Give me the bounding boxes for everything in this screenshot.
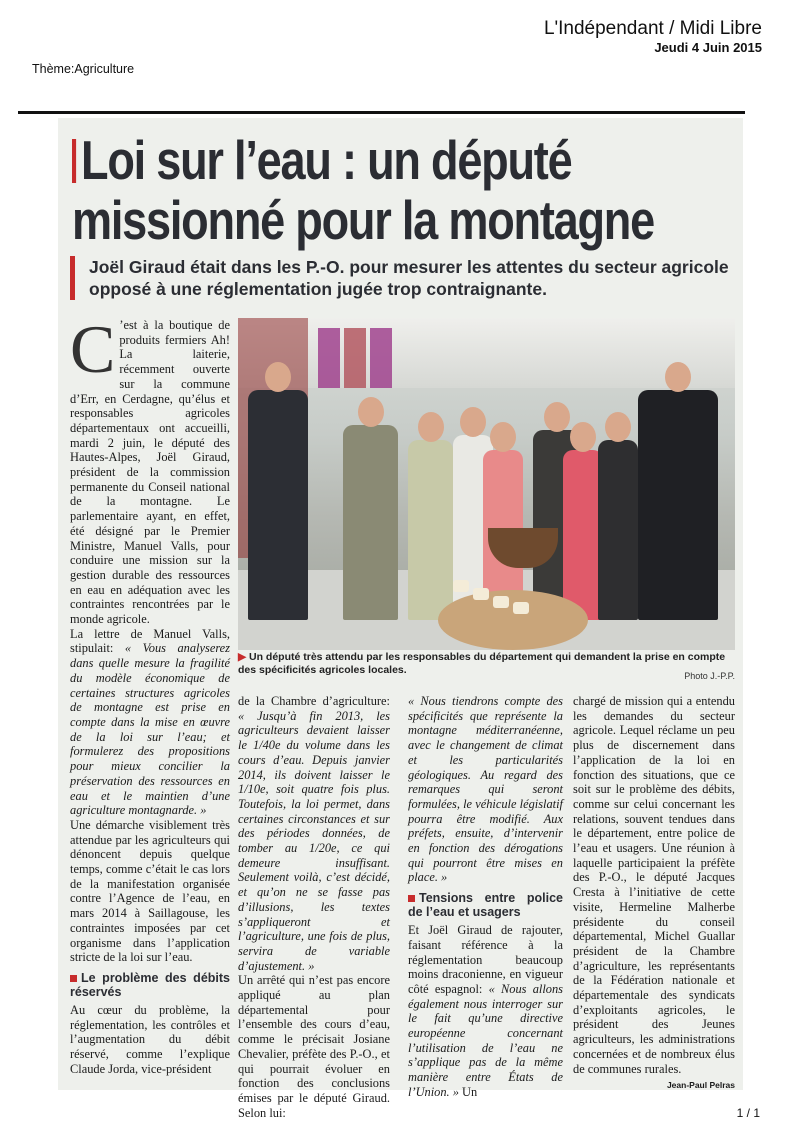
paragraph-6: Un arrêté qui n’est pas encore appliqué au plan départemental pour l’ensemble des cours d’eau, comme le précisait Josiane Chevalier, préfète des P.-O., et qui pourrait évoluer en fonction des conclusions émises par le député Giraud. Selon lui:: [238, 973, 390, 1120]
theme-label: Thème:Agriculture: [32, 62, 135, 76]
photo-table: [438, 590, 588, 650]
paragraph-2-intro: La lettre de Manuel Valls, stipulait:: [70, 626, 230, 656]
article-column-1: [70, 311, 230, 1076]
photo-cheese: [513, 602, 529, 614]
headline-line-1: Loi sur l’eau : un député: [81, 129, 572, 191]
photo-cheese: [493, 596, 509, 608]
photo-person: [563, 450, 603, 620]
paragraph-8-intro: Et Joël Giraud de rajouter, faisant référence à la réglementation beaucoup moins draconienne, en vigueur côté espagnol:: [408, 923, 563, 996]
publication-name: L'Indépendant / Midi Libre: [543, 18, 762, 39]
intertitle-1: Le problème des débits réservés: [70, 970, 230, 999]
paragraph-9: chargé de mission qui a entendu les demandes du secteur agricole. Lequel réclame un peu plus de discernement dans l’application de la loi en fonction des situations, que ce soit sur le problème des débits, comme sur celui concernant les relations, souvent tendues dans le département, entre police de l’eau et usagers. Une réunion à laquelle participaient la préfète des P.-O., le député Jacques Cresta à l’initiative de cette visite, Hermeline Malherbe présidente du conseil départemental, Michel Guallar président de la Chambre d’agriculture, les représentants de la Fédération nationale et départementale des syndicats d’exploitants agricoles, le président des Jeunes agriculteurs, les administrations concernées et de nombreux élus de communes rurales.: [573, 694, 735, 1076]
paragraph-1: ’est à la boutique de produits fermiers Ah! La laiterie, récemment ouverte sur la commune d’Err, en Cerdagne, qu’élus et responsables agricoles départementaux ont accueilli, mardi 2 juin, le député des Hautes-Alpes, Joël Giraud, président de la commission permanente du Conseil national de la montagne. Le parlementaire ayant, en effet, été désigné par le Premier Ministre, Manuel Valls, pour conduire une mission sur la gestion durable des ressources en eau en adéquation avec les contraintes rencontrées par le monde agricole.: [70, 318, 230, 627]
header-rule: [18, 111, 745, 114]
byline: Jean-Paul Pelras: [666, 1080, 735, 1091]
page-number: 1 / 1: [736, 1106, 760, 1120]
paragraph-8-quote: « Nous allons également nous interroger sur le fait qu’une directive européenne concernant l’utilisation de l’eau ne s’applique pas de la même manière entre États de l’Union. »: [408, 981, 563, 1099]
photo-person: [638, 390, 718, 620]
photo-poster: [344, 328, 366, 388]
headline-accent-bar: [72, 139, 76, 183]
paragraph-7-quote: « Nous tiendrons compte des spécificités que représente la montagne méditerranéenne, avec le changement de climat et les particularités géologiques. Au regard des remarques qui seront formulées, le véhicule législatif pourra être modifié. Aux préfets, ensuite, d’intervenir en fonction des dérogations qui pourront être mises en place. »: [408, 694, 563, 885]
paragraph-2-quote: « Vous analyserez dans quelle mesure la fragilité du modèle économique de certaines structures agricoles de montagne est prise en compte dans la mise en œuvre de la loi sur l’eau; et formulerez des propositions pour mieux concilier la préservation des ressources en eau et le maintien d’une agriculture montagnarde. »: [70, 641, 230, 818]
photo-person: [248, 390, 308, 620]
photo-ceiling: [238, 318, 735, 388]
photo-cheese: [453, 580, 469, 592]
paragraph-5-intro: de la Chambre d’agriculture:: [238, 694, 390, 708]
caption-text: Un député très attendu par les responsables du département qui demandent la prise en compte des spécificités agricoles locales.: [238, 651, 726, 676]
article-column-2: [238, 694, 390, 1120]
newspaper-clipping: [58, 118, 743, 1120]
dropcap: C: [70, 311, 116, 387]
headline-line-2: missionné pour la montagne: [72, 189, 654, 251]
article-photo: [238, 318, 735, 650]
paragraph-5-quote: « Jusqu’à fin 2013, les agriculteurs devaient laisser le 1/40e du volume dans les cours d’eau. Depuis janvier 2014, ils doivent laisser le 1/10e, soit quatre fois plus. Toutefois, la loi permet, dans certaines circonstances et sur des périodes données, de tomber au 1/20e, ce qui demeure insuffisant. Seulement voilà, c’est décidé, et qu’on ne se fasse pas d’illusions, les textes s’appliqueront et l’agriculture, une fois de plus, servira de variable d’ajustement. »: [238, 708, 390, 973]
photo-poster: [370, 328, 392, 388]
publication-date: Jeudi 4 Juin 2015: [654, 40, 762, 55]
article-column-3: [408, 694, 563, 1100]
photo-person: [598, 440, 638, 620]
photo-credit: Photo J.-P.P.: [684, 671, 735, 681]
article-column-4: [573, 694, 735, 1093]
photo-cheese: [473, 588, 489, 600]
paragraph-4: Au cœur du problème, la réglementation, les contrôles et l’augmentation du débit réservé, comme l’explique Claude Jorda, vice-président: [70, 1002, 230, 1076]
photo-person: [343, 425, 398, 620]
intertitle-2: Tensions entre police de l’eau et usagers: [408, 891, 563, 920]
caption-arrow-icon: ▶: [238, 651, 249, 663]
headline: [72, 130, 728, 250]
paragraph-3: Une démarche visiblement très attendue par les agriculteurs qui dénoncent depuis quelque temps, comme c’était le cas lors de la manifestation organisée contre l’Agence de l’eau, en mars 2014 à Saillagouse, les contraintes imposées par cet organisme dans l’application stricte de la loi sur l’eau.: [70, 817, 230, 965]
photo-poster: [318, 328, 340, 388]
subhead: Joël Giraud était dans les P.-O. pour mesurer les attentes du secteur agricole opposé à une réglementation jugée trop contraignante.: [70, 256, 749, 300]
paragraph-8-end: Un: [458, 1084, 478, 1099]
photo-person: [408, 440, 453, 620]
